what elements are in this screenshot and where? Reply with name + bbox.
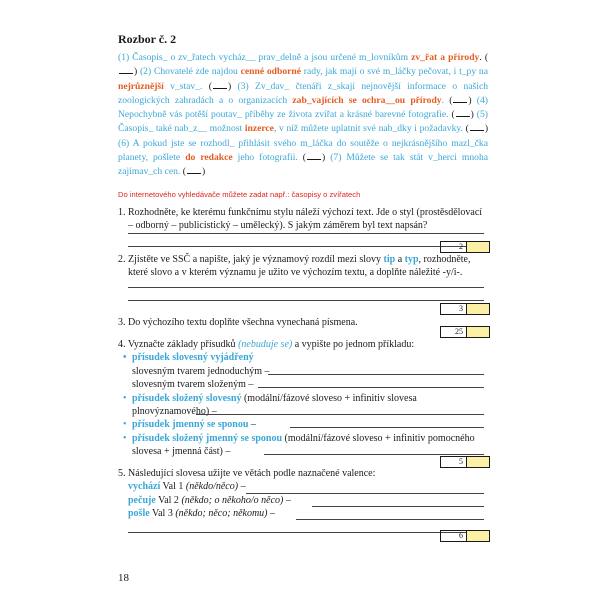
answer-line[interactable] [128, 300, 484, 301]
source-text: (1) Časopis_ o zv_řatech vycház__ prav_delně a jsou určené m_lovníkům zv_řat a přírody. () (2) Chovatelé zde najdou cenné odborné rady, jak mají o své m_láčky pečovat, i t_py na nejrůznější v_stav_. ( ) (3) Zv_dav_ čtenáři z_skají nejnovější informace o našich zoologických zahradách a o organizacích zab_vajících se ochra__ou přírody. ( ) (4) Nepochybně vás potěší poutav_ příběhy ze života zvířat a krásné barevné fotografie. ( ) (5) Časopis_ také nab_z__ možnost inzerce, v níž můžete uplatnit své nab_dky i požadavky. ( ) (6) A pokud jste se rozhodl_ přihlásit svého m_láčka do soutěže o nejkrásnějšího mazl_čka planety, pošlete do redakce jeho fotografii. ( ) (7) Můžete se tak stát v_herci mnoha zajímav_ch cen. ( ) [118, 52, 489, 178]
score-field[interactable] [466, 242, 489, 252]
answer-line[interactable] [312, 506, 484, 507]
answer-line[interactable] [128, 246, 484, 247]
score-field[interactable] [466, 304, 489, 314]
answer-line[interactable] [268, 374, 484, 375]
answer-line[interactable] [258, 387, 484, 388]
score-box: 25 [440, 326, 490, 338]
task-2: 2. Zjistěte ve SSČ a napište, jaký je významový rozdíl mezi slovy tip a typ, rozhodněte, které slovo a v kterém významu je užito ve výchozím textu, a doplňte náležité -y/i-. [118, 254, 471, 279]
score-box: 2 [440, 241, 490, 253]
answer-line[interactable] [296, 519, 484, 520]
score-box: 3 [440, 303, 490, 315]
search-hint: Do internetového vyhledávače můžete zadat např.: časopisy o zvířatech [118, 190, 361, 199]
answer-line[interactable] [264, 454, 484, 455]
answer-line[interactable] [128, 233, 484, 234]
answer-line[interactable] [128, 532, 484, 533]
answer-line[interactable] [196, 414, 484, 415]
task-1: 1. Rozhodněte, ke kterému funkčnímu stylu náleží výchozí text. Jde o styl (prostěsdělovací – odborný – publicistický – umělecký). S jakým záměrem byl text napsán? [118, 207, 483, 232]
score-box: 5 [440, 456, 490, 468]
score-field[interactable] [466, 457, 489, 467]
score-field[interactable] [466, 531, 489, 541]
answer-line[interactable] [128, 287, 484, 288]
page-number: 18 [118, 572, 129, 584]
score-box: 6 [440, 530, 490, 542]
answer-line[interactable] [246, 493, 484, 494]
task-3: 3. Do výchozího textu doplňte všechna vynechaná písmena. [118, 317, 358, 328]
analysis-title: Rozbor č. 2 [118, 32, 177, 46]
bullet-item: • přísudek slovesný vyjádřený [118, 351, 484, 364]
answer-line[interactable] [290, 427, 484, 428]
score-field[interactable] [466, 327, 489, 337]
task-5: 5. Následující slovesa užijte ve větách podle naznačené valence: vychází Val 1 (někdo/něco) – pečuje Val 2 (někdo; o někoho/o něco) – pošle Val 3 (někdo; něco; někomu) – [118, 468, 376, 520]
task-4: 4. Vyznačte základy přísudků (nebuduje se) a vypište po jednom příkladu: • přísudek slovesný vyjádřený slovesným tvarem jednoduchým – slovesným tvarem složeným – • přísudek složený slovesný (modální/fázové sloveso + infinitiv slovesa plnovýznamového) – • přísudek jmenný se sponou – • přísudek složený jmenný se sponou (modální/fázové sloveso + infinitiv pomocného slovesa + jmenná část) – [118, 338, 484, 459]
